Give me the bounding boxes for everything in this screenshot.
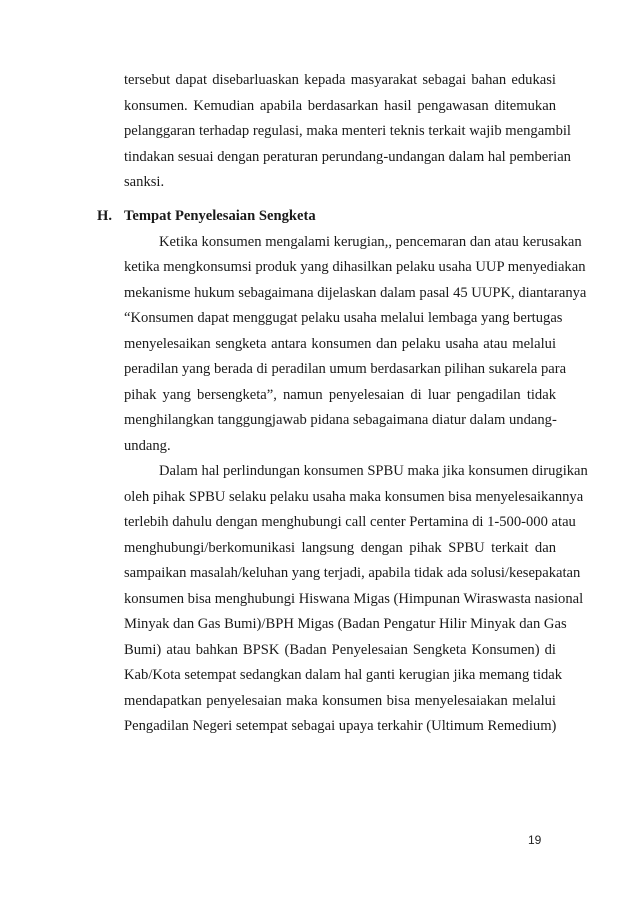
p1-line-3: mekanisme hukum sebagaimana dijelaskan dalam pasal 45 UUPK, diantaranya [124, 285, 587, 301]
p2-line-1: Dalam hal perlindungan konsumen SPBU maka jika konsumen dirugikan [159, 463, 588, 479]
section-number: H. [97, 208, 112, 224]
section-title: Tempat Penyelesaian Sengketa [124, 208, 316, 224]
p2-line-3: terlebih dahulu dengan menghubungi call center Pertamina di 1-500-000 atau [124, 514, 576, 530]
p2-line-10: mendapatkan penyelesaian maka konsumen bisa menyelesaiakan melalui [124, 693, 556, 709]
p1-line-8: menghilangkan tanggungjawab pidana sebagaimana diatur dalam undang- [124, 412, 557, 428]
p1-line-5: menyelesaikan sengketa antara konsumen dan pelaku usaha atau melalui [124, 336, 556, 352]
p2-line-11: Pengadilan Negeri setempat sebagai upaya terkahir (Ultimum Remedium) [124, 718, 557, 734]
p1-line-2: ketika mengkonsumsi produk yang dihasilkan pelaku usaha UUP menyediakan [124, 259, 586, 275]
intro-line-2: konsumen. Kemudian apabila berdasarkan hasil pengawasan ditemukan [124, 98, 556, 114]
p2-line-2: oleh pihak SPBU selaku pelaku usaha maka konsumen bisa menyelesaikannya [124, 489, 584, 505]
p1-line-1: Ketika konsumen mengalami kerugian,, pencemaran dan atau kerusakan [159, 234, 582, 250]
p1-line-9: undang. [124, 438, 171, 454]
page-number: 19 [528, 833, 542, 847]
intro-line-4: tindakan sesuai dengan peraturan perundang-undangan dalam hal pemberian [124, 149, 571, 165]
p2-line-8: Bumi) atau bahkan BPSK (Badan Penyelesaian Sengketa Konsumen) di [124, 642, 556, 658]
p2-line-5: sampaikan masalah/keluhan yang terjadi, apabila tidak ada solusi/kesepakatan [124, 565, 581, 581]
p1-line-7: pihak yang bersengketa”, namun penyelesaian di luar pengadilan tidak [124, 387, 556, 403]
intro-line-5: sanksi. [124, 174, 165, 190]
intro-line-3: pelanggaran terhadap regulasi, maka menteri teknis terkait wajib mengambil [124, 123, 571, 139]
p1-line-4: “Konsumen dapat menggugat pelaku usaha melalui lembaga yang bertugas [124, 310, 563, 326]
p2-line-9: Kab/Kota setempat sedangkan dalam hal ganti kerugian jika memang tidak [124, 667, 563, 683]
p2-line-6: konsumen bisa menghubungi Hiswana Migas (Himpunan Wiraswasta nasional [124, 591, 584, 607]
p2-line-4: menghubungi/berkomunikasi langsung dengan pihak SPBU terkait dan [124, 540, 556, 556]
intro-line-1: tersebut dapat disebarluaskan kepada masyarakat sebagai bahan edukasi [124, 72, 556, 88]
p1-line-6: peradilan yang berada di peradilan umum berdasarkan pilihan sukarela para [124, 361, 567, 377]
p2-line-7: Minyak dan Gas Bumi)/BPH Migas (Badan Pengatur Hilir Minyak dan Gas [124, 616, 567, 632]
